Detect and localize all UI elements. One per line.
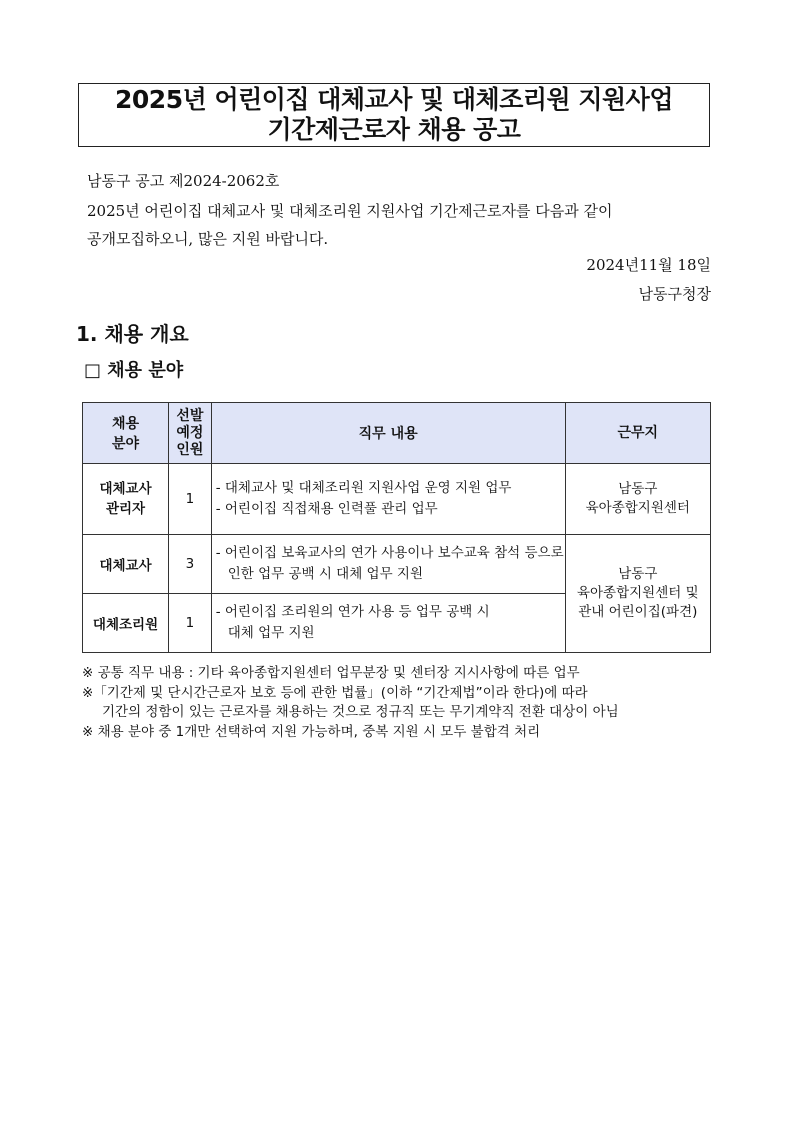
section-heading: 1. 채용 개요 — [76, 322, 189, 346]
title-line-2: 기간제근로자 채용 공고 — [267, 115, 521, 144]
note-single-application: ※ 채용 분야 중 1개만 선택하여 지원 가능하며, 중복 지원 시 모두 불합격 처리 — [82, 723, 541, 740]
notes — [82, 664, 722, 742]
location-line: 남동구 — [618, 566, 658, 582]
location-line: 육아종합지원센터 및 — [576, 585, 699, 601]
field-cell — [83, 464, 169, 535]
header-duty: 직무 내용 — [211, 403, 565, 464]
subsection-heading: □ 채용 분야 — [84, 360, 184, 381]
field-cell: 대체교사 — [83, 535, 169, 594]
shared-location-cell — [565, 535, 710, 653]
count-cell: 1 — [169, 594, 212, 653]
note-fixed-term-law: ※「기간제 및 단시간근로자 보호 등에 관한 법률」(이하 “기간제법”이라 한다)에 따라 — [82, 684, 588, 701]
table-row — [83, 535, 711, 594]
count-cell: 1 — [169, 464, 212, 535]
duty-line: 대체 업무 지원 — [227, 625, 315, 641]
header-field-line: 분야 — [112, 436, 140, 452]
header-field — [83, 403, 169, 464]
notice-date: 2024년11월 18일 — [586, 256, 711, 274]
note-fixed-term-law-cont: 기간의 정함이 있는 근로자를 채용하는 것으로 정규직 또는 무기계약직 전환 대상이 아님 — [102, 704, 619, 720]
location-line: 관내 어린이집(파견) — [578, 604, 698, 620]
header-field-line: 채용 — [112, 416, 140, 432]
title-box — [78, 83, 710, 147]
duty-cell — [211, 464, 565, 535]
intro-body-line-1: 2025년 어린이집 대체교사 및 대체조리원 지원사업 기간제근로자를 다음과 같이 — [87, 202, 613, 220]
header-count-line: 선발 — [176, 407, 204, 424]
recruitment-table — [82, 402, 711, 653]
table-row — [83, 464, 711, 535]
duty-cell — [211, 535, 565, 594]
duty-line: - 어린이집 조리원의 연가 사용 등 업무 공백 시 — [215, 604, 490, 620]
location-line: 육아종합지원센터 — [585, 500, 690, 516]
field-line: 관리자 — [105, 501, 146, 517]
intro-body-line-2: 공개모집하오니, 많은 지원 바랍니다. — [87, 230, 329, 248]
duty-line: - 대체교사 및 대체조리원 지원사업 운영 지원 업무 — [215, 480, 512, 496]
title-line-1: 2025년 어린이집 대체교사 및 대체조리원 지원사업 — [115, 85, 673, 114]
header-count — [169, 403, 212, 464]
location-line: 남동구 — [618, 481, 658, 497]
duty-line: - 어린이집 직접채용 인력풀 관리 업무 — [215, 501, 438, 517]
duty-cell — [211, 594, 565, 653]
location-cell — [565, 464, 710, 535]
header-count-line: 인원 — [176, 441, 204, 458]
notice-number: 남동구 공고 제2024-2062호 — [87, 172, 280, 190]
duty-line: - 어린이집 보육교사의 연가 사용이나 보수교육 참석 등으로 — [215, 545, 564, 561]
count-cell: 3 — [169, 535, 212, 594]
field-cell: 대체조리원 — [83, 594, 169, 653]
note-common-duty: ※ 공통 직무 내용 : 기타 육아종합지원센터 업무분장 및 센터장 지시사항에 따른 업무 — [82, 665, 580, 681]
header-count-line: 예정 — [176, 424, 204, 441]
issuer: 남동구청장 — [638, 285, 711, 303]
header-location: 근무지 — [565, 403, 710, 464]
field-line: 대체교사 — [99, 481, 152, 497]
duty-line: 인한 업무 공백 시 대체 업무 지원 — [227, 566, 423, 582]
